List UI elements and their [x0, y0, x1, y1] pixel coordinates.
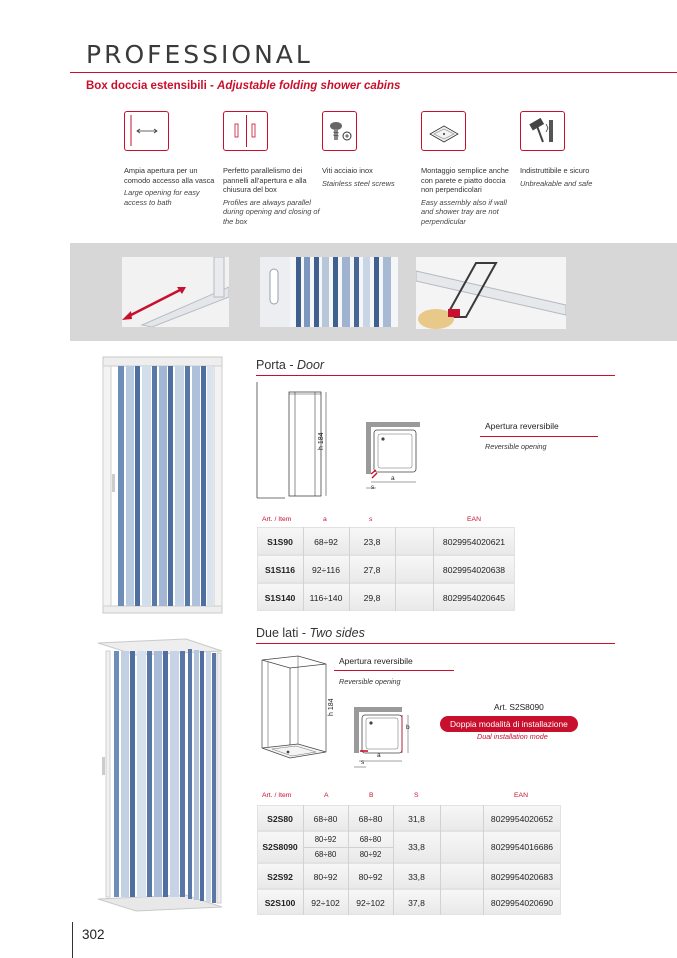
corner-folding-panels-image	[96, 637, 224, 912]
tray-icon	[422, 112, 464, 149]
door-row-2-code: S1S116	[264, 565, 296, 575]
feature-1-text	[124, 166, 222, 207]
feature-2-text	[223, 166, 321, 227]
door-opening-label: Apertura reversibile	[485, 421, 559, 431]
door-product-image	[100, 354, 225, 615]
easy-assembly-icon	[421, 111, 466, 151]
two-sides-col-item: Art. / Item	[262, 792, 292, 799]
door-row-3-code: S1S140	[264, 593, 296, 603]
two-sides-row-3-a: 80÷92	[313, 872, 338, 882]
page-number-rule	[72, 922, 73, 958]
panel-divider-icon	[246, 115, 247, 147]
two-sides-row-1-code: S2S80	[267, 814, 293, 824]
two-sides-row-2-b: 68÷80	[359, 835, 382, 844]
panels-detail-photo	[260, 257, 398, 327]
door-height-label: h 184	[318, 432, 325, 450]
two-sides-row-1-a: 68÷80	[313, 814, 338, 824]
assembly-detail-photo	[416, 257, 566, 329]
section-subtitle	[86, 80, 400, 92]
two-sides-row-2-s: 33,8	[408, 842, 425, 852]
door-panel-strips	[118, 366, 213, 606]
two-sides-dim-b: b	[406, 724, 410, 731]
two-sides-row-2-code: S2S8090	[262, 842, 298, 852]
door-section-title	[256, 358, 324, 372]
two-sides-height-label: h 184	[328, 698, 335, 716]
feature-5-it: Indistruttibile e sicuro	[520, 166, 590, 175]
feature-1-it: Ampia apertura per un comodo accesso alla vasca	[124, 166, 215, 185]
page-number: 302	[82, 927, 105, 942]
two-sides-table	[257, 805, 561, 915]
door-folding-panels-image	[100, 354, 225, 615]
door-row-2-ean: 8029954020638	[442, 565, 506, 575]
feature-4-text	[421, 166, 519, 227]
opening-detail-photo	[122, 257, 229, 327]
unbreakable-icon	[520, 111, 565, 151]
feature-4-it: Montaggio semplice anche con parete e piatto doccia non perpendicolari	[421, 166, 509, 195]
two-sides-opening-label: Apertura reversibile	[339, 656, 413, 666]
folded-panels-image	[260, 257, 398, 327]
door-col-a: a	[323, 516, 327, 523]
two-sides-row-2-a2: 68÷80	[314, 850, 337, 859]
profile-rail-image	[122, 257, 229, 327]
door-row-1-code: S1S90	[267, 537, 293, 547]
door-row-3-a: 116÷140	[309, 593, 343, 603]
feature-3-it: Viti acciaio inox	[322, 166, 373, 175]
two-sides-title-it: Due lati -	[256, 626, 310, 640]
feature-3-text	[322, 166, 420, 188]
two-sides-row-1-b: 68÷80	[358, 814, 383, 824]
door-dim-a: a	[391, 475, 395, 482]
two-sides-col-a: A	[324, 792, 329, 799]
two-sides-row-2-ean: 8029954016686	[490, 842, 554, 852]
two-sides-row-4-code: S2S100	[264, 898, 296, 908]
door-title-en: Door	[297, 358, 325, 372]
two-sides-row-3-s: 33,8	[408, 872, 425, 882]
door-table	[257, 527, 515, 611]
two-sides-title-divider	[256, 643, 615, 644]
door-row-3-s: 29,8	[363, 593, 381, 603]
door-col-ean: EAN	[467, 516, 481, 523]
page-title: PROFESSIONAL	[86, 40, 313, 69]
door-title-it: Porta -	[256, 358, 297, 372]
feature-3-en: Stainless steel screws	[322, 178, 395, 188]
two-sides-row-1-s: 31,8	[408, 814, 425, 824]
dual-mode-art-label: Art. S2S8090	[494, 702, 544, 712]
two-sides-row-2-a: 80÷92	[314, 835, 337, 844]
two-sides-row-4-b: 92÷102	[356, 898, 385, 908]
two-sides-product-image	[96, 637, 224, 912]
feature-2-en: Profiles are always parallel during opening and closing of the box	[223, 197, 320, 226]
two-sides-row-4-s: 37,8	[408, 898, 425, 908]
hammer-icon	[521, 112, 563, 149]
two-sides-row-4-a: 92÷102	[311, 898, 340, 908]
door-title-divider	[256, 375, 615, 376]
door-row-1-a: 68÷92	[314, 537, 338, 547]
two-sides-opening-divider	[334, 670, 454, 671]
door-opening-divider	[480, 436, 598, 437]
feature-2-it: Perfetto parallelismo dei pannelli all'apertura e alla chiusura del box	[223, 166, 307, 195]
door-row-3-ean: 8029954020645	[442, 593, 506, 603]
two-sides-dim-s: s	[361, 759, 365, 766]
screw-icon	[323, 112, 355, 149]
two-sides-elevation-drawing	[258, 652, 328, 772]
two-sides-section-title	[256, 626, 365, 640]
door-col-s: s	[369, 516, 373, 523]
two-sides-row-2-b2: 80÷92	[359, 850, 382, 859]
door-row-2-a: 92÷116	[312, 565, 340, 575]
subtitle-en: Adjustable folding shower cabins	[217, 80, 401, 92]
two-sides-row-4-ean: 8029954020690	[490, 898, 554, 908]
door-opening-label-en: Reversible opening	[485, 442, 547, 451]
door-row-1-ean: 8029954020621	[442, 537, 506, 547]
two-sides-row-3-code: S2S92	[267, 872, 293, 882]
two-sides-col-s: S	[414, 792, 419, 799]
feature-5-text	[520, 166, 618, 188]
door-dim-s: s	[371, 484, 375, 491]
subtitle-it: Box doccia estensibili -	[86, 80, 218, 92]
parallel-profiles-icon	[223, 111, 268, 151]
feature-1-en: Large opening for easy access to bath	[124, 188, 200, 207]
feature-5-en: Unbreakable and safe	[520, 178, 593, 188]
two-sides-col-ean: EAN	[514, 792, 528, 799]
two-sides-dim-a: a	[377, 752, 381, 759]
two-sides-row-3-ean: 8029954020683	[490, 872, 554, 882]
wide-opening-icon	[124, 111, 169, 151]
stainless-screw-icon	[322, 111, 357, 151]
arrow-icon	[125, 112, 167, 149]
two-sides-opening-label-en: Reversible opening	[339, 677, 401, 686]
column-divider	[440, 805, 441, 915]
door-row-1-s: 23,8	[363, 537, 381, 547]
row-split-line	[303, 847, 393, 848]
two-sides-front-diagram	[258, 652, 328, 772]
two-sides-row-1-ean: 8029954020652	[490, 814, 554, 824]
two-sides-title-en: Two sides	[309, 626, 365, 640]
header-divider	[70, 72, 677, 73]
dual-mode-label-en: Dual installation mode	[477, 732, 548, 741]
door-col-item: Art. / Item	[262, 516, 292, 523]
rail-tool-image	[416, 257, 566, 329]
two-sides-col-b: B	[369, 792, 374, 799]
two-sides-row-3-b: 80÷92	[358, 872, 383, 882]
front-panel-strips	[106, 651, 185, 897]
column-divider	[395, 527, 396, 611]
door-row-2-s: 27,8	[363, 565, 381, 575]
dual-mode-badge: Doppia modalità di installazione	[440, 716, 578, 732]
feature-4-en: Easy assembly also if wall and shower tray are not perpendicular	[421, 197, 507, 226]
